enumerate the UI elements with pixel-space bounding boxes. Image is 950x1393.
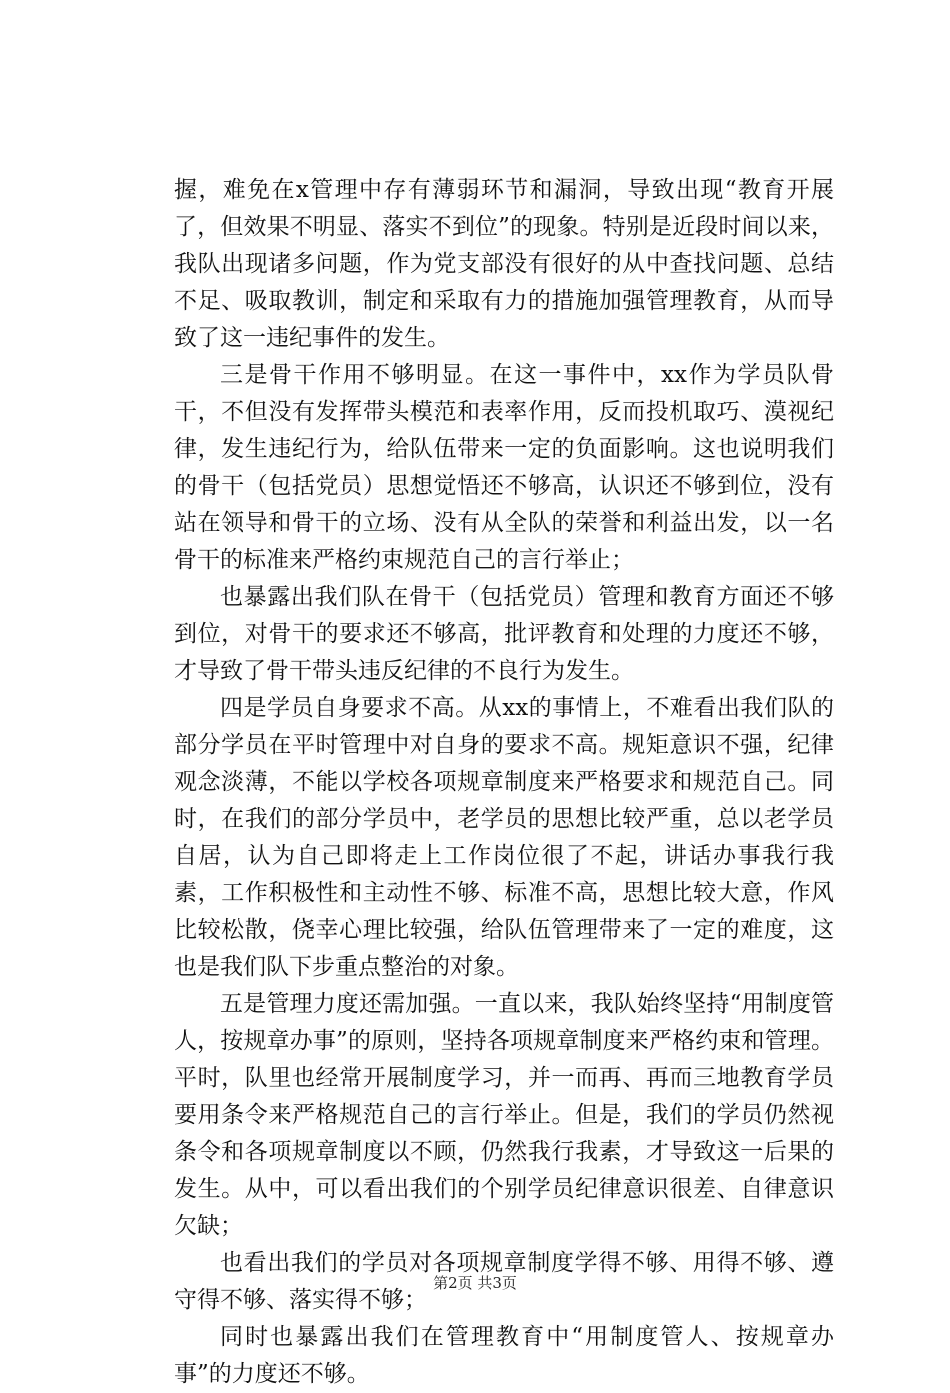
paragraph-point-three: 三是骨干作用不够明显。在这一事件中，xx作为学员队骨干，不但没有发挥带头模范和表率作用，反而投机取巧、漠视纪律，发生违纪行为，给队伍带来一定的负面影响。这也说明我们的骨干（包括党员）思想觉悟还不够高，认识还不够到位，没有站在领导和骨干的立场、没有从全队的荣誉和利益出发，以一名骨干的标准来严格约束规范自己的言行举止；	[174, 362, 834, 573]
paragraph-continuation: 握，难免在x管理中存有薄弱环节和漏洞，导致出现“教育开展了，但效果不明显、落实不到位”的现象。特别是近段时间以来，我队出现诸多问题，作为党支部没有很好的从中查找问题、总结不足、吸取教训，制定和采取有力的措施加强管理教育，从而导致了这一违纪事件的发生。	[174, 177, 834, 351]
document-body	[174, 172, 834, 1393]
paragraph-backbone-management: 也暴露出我们队在骨干（包括党员）管理和教育方面还不够到位，对骨干的要求还不够高，批评教育和处理的力度还不够，才导致了骨干带头违反纪律的不良行为发生。	[174, 584, 834, 684]
paragraph-point-four: 四是学员自身要求不高。从xx的事情上，不难看出我们队的部分学员在平时管理中对自身的要求不高。规矩意识不强，纪律观念淡薄，不能以学校各项规章制度来严格要求和规范自己。同时，在我们的部分学员中，老学员的思想比较严重，总以老学员自居，认为自己即将走上工作岗位很了不起，讲话办事我行我素，工作积极性和主动性不够、标准不高，思想比较大意，作风比较松散，侥幸心理比较强，给队伍管理带来了一定的难度，这也是我们队下步重点整治的对象。	[174, 695, 834, 980]
page-number-footer: 第2页 共3页	[433, 1274, 517, 1292]
paragraph-point-five: 五是管理力度还需加强。一直以来，我队始终坚持“用制度管人，按规章办事”的原则，坚持各项规章制度来严格约束和管理。平时，队里也经常开展制度学习，并一而再、再而三地教育学员要用条令来严格规范自己的言行举止。但是，我们的学员仍然视条令和各项规章制度以不顾，仍然我行我素，才导致这一后果的发生。从中，可以看出我们的个别学员纪律意识很差、自律意识欠缺；	[174, 991, 834, 1239]
paragraph-enforcement: 同时也暴露出我们在管理教育中“用制度管人、按规章办事”的力度还不够。	[174, 1324, 834, 1387]
paragraph-rules-study: 也看出我们的学员对各项规章制度学得不够、用得不够、遵守得不够、落实得不够；	[174, 1250, 834, 1313]
